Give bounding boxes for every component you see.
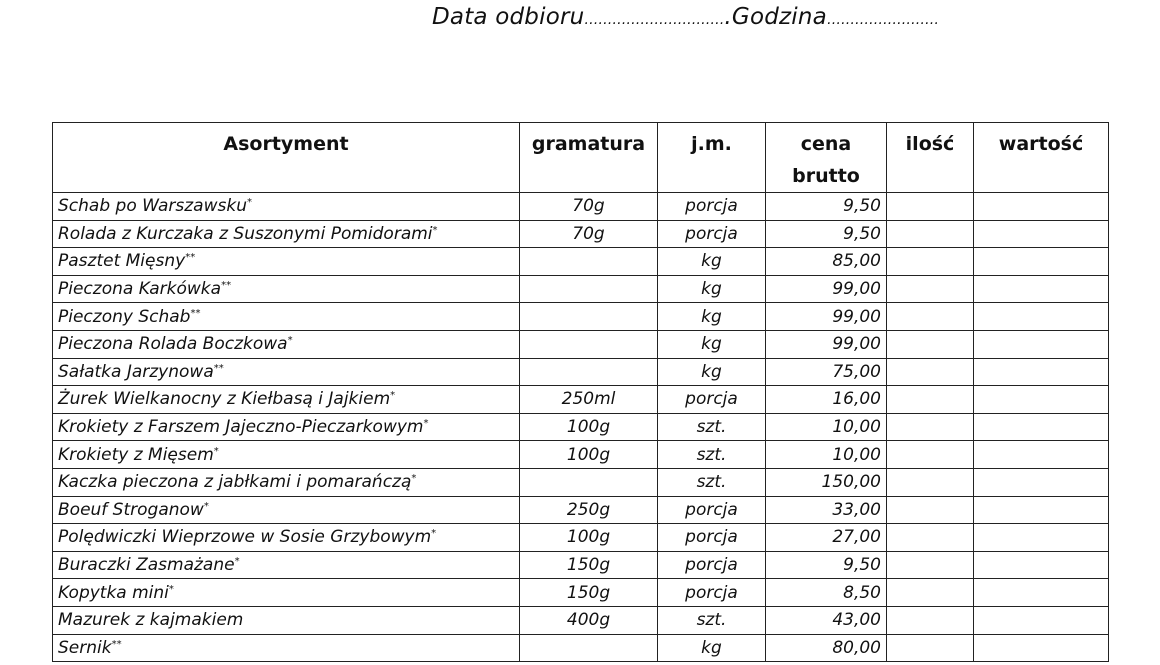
item-quantity-input[interactable] [887,248,974,276]
item-price: 16,00 [766,386,887,414]
item-name: Krokiety z Farszem Jajeczno-Pieczarkowym [58,417,424,438]
table-row [53,248,1109,276]
column-header-unit: j.m. [658,123,766,193]
item-unit: porcja [658,524,766,552]
item-weight: 250g [520,496,658,524]
item-footnote-mark: ** [221,280,232,292]
item-quantity-input[interactable] [887,358,974,386]
item-name-cell [53,248,520,276]
item-name: Żurek Wielkanocny z Kiełbasą i Jajkiem [58,389,391,410]
item-name-cell [53,441,520,469]
item-price: 99,00 [766,303,887,331]
item-quantity-input[interactable] [887,220,974,248]
item-value-input[interactable] [974,579,1109,607]
item-name-cell [53,496,520,524]
item-footnote-mark: * [168,583,174,595]
item-footnote-mark: * [431,528,437,540]
item-unit: szt. [658,468,766,496]
column-header-price [766,123,887,193]
table-row [53,303,1109,331]
item-footnote-mark: * [246,197,252,209]
table-row [53,634,1109,662]
table-row [53,220,1109,248]
item-weight: 70g [520,220,658,248]
item-unit: porcja [658,579,766,607]
table-row [53,468,1109,496]
column-header-quantity: ilość [887,123,974,193]
item-quantity-input[interactable] [887,524,974,552]
item-quantity-input[interactable] [887,634,974,662]
item-weight: 100g [520,524,658,552]
item-footnote-mark: * [390,390,396,402]
table-row [53,551,1109,579]
item-weight [520,468,658,496]
item-weight [520,303,658,331]
item-unit: kg [658,248,766,276]
item-name-cell [53,413,520,441]
item-price: 80,00 [766,634,887,662]
item-footnote-mark: * [213,445,219,457]
item-price: 8,50 [766,579,887,607]
pickup-date-field[interactable]: ………………………… [584,12,725,28]
item-value-input[interactable] [974,303,1109,331]
item-footnote-mark: * [411,473,417,485]
item-price: 150,00 [766,468,887,496]
item-unit: szt. [658,413,766,441]
pickup-time-label: Godzina [731,4,827,30]
item-weight: 250ml [520,386,658,414]
item-weight [520,358,658,386]
item-quantity-input[interactable] [887,551,974,579]
table-row [53,579,1109,607]
pickup-time-field[interactable]: …………………… [826,12,939,28]
item-quantity-input[interactable] [887,330,974,358]
item-name-cell [53,275,520,303]
item-name: Buraczki Zasmażane [58,555,235,576]
item-unit: kg [658,330,766,358]
item-quantity-input[interactable] [887,193,974,221]
item-price: 85,00 [766,248,887,276]
item-name-cell [53,551,520,579]
item-value-input[interactable] [974,551,1109,579]
item-weight [520,275,658,303]
item-quantity-input[interactable] [887,441,974,469]
item-quantity-input[interactable] [887,413,974,441]
item-name: Sernik [58,637,112,658]
item-value-input[interactable] [974,248,1109,276]
table-row [53,413,1109,441]
item-value-input[interactable] [974,468,1109,496]
column-header-value: wartość [974,123,1109,193]
item-footnote-mark: ** [185,252,196,264]
item-name-cell [53,606,520,634]
column-header-weight: gramatura [520,123,658,193]
item-name: Sałatka Jarzynowa [58,361,214,382]
item-weight [520,330,658,358]
item-footnote-mark: * [287,335,293,347]
item-name: Kopytka mini [58,582,169,603]
item-value-input[interactable] [974,441,1109,469]
item-name-cell [53,358,520,386]
item-unit: porcja [658,386,766,414]
item-weight: 150g [520,579,658,607]
item-price: 33,00 [766,496,887,524]
item-name: Polędwiczki Wieprzowe w Sosie Grzybowym [58,527,432,548]
table-row [53,358,1109,386]
item-name: Schab po Warszawsku [58,196,247,217]
item-price: 10,00 [766,413,887,441]
item-unit: porcja [658,551,766,579]
table-row [53,330,1109,358]
item-footnote-mark: ** [190,307,201,319]
item-value-input[interactable] [974,275,1109,303]
item-quantity-input[interactable] [887,606,974,634]
item-footnote-mark: * [203,500,209,512]
item-price: 27,00 [766,524,887,552]
item-name-cell [53,579,520,607]
item-weight: 400g [520,606,658,634]
item-name: Boeuf Stroganow [58,499,204,520]
item-value-input[interactable] [974,606,1109,634]
item-value-input[interactable] [974,386,1109,414]
table-row [53,386,1109,414]
item-name: Rolada z Kurczaka z Suszonymi Pomidorami [58,223,433,244]
item-name: Pasztet Mięsny [58,251,186,272]
item-name: Pieczona Karkówka [58,279,222,300]
item-name: Mazurek z kajmakiem [58,610,244,631]
item-price: 99,00 [766,275,887,303]
item-value-input[interactable] [974,634,1109,662]
item-unit: porcja [658,193,766,221]
item-footnote-mark: ** [111,638,122,650]
item-price: 99,00 [766,330,887,358]
item-quantity-input[interactable] [887,579,974,607]
item-footnote-mark: * [432,224,438,236]
item-weight: 150g [520,551,658,579]
item-name-cell [53,468,520,496]
item-unit: kg [658,303,766,331]
item-quantity-input[interactable] [887,468,974,496]
column-header-price-line1: cena [800,133,852,155]
item-value-input[interactable] [974,330,1109,358]
item-unit: porcja [658,496,766,524]
order-table [52,122,1109,662]
item-value-input[interactable] [974,413,1109,441]
item-weight [520,634,658,662]
item-name-cell [53,386,520,414]
item-unit: szt. [658,441,766,469]
item-weight: 70g [520,193,658,221]
item-weight [520,248,658,276]
table-row [53,193,1109,221]
item-quantity-input[interactable] [887,386,974,414]
item-name-cell [53,524,520,552]
item-name-cell [53,193,520,221]
item-value-input[interactable] [974,358,1109,386]
item-name: Pieczony Schab [58,306,191,327]
item-quantity-input[interactable] [887,496,974,524]
item-quantity-input[interactable] [887,303,974,331]
item-name-cell [53,303,520,331]
item-value-input[interactable] [974,193,1109,221]
item-weight: 100g [520,441,658,469]
item-weight: 100g [520,413,658,441]
pickup-date-time-line: Data odbioru………………………….Godzina…………………… [432,4,939,30]
item-name-cell [53,330,520,358]
item-quantity-input[interactable] [887,275,974,303]
item-name: Krokiety z Mięsem [58,444,214,465]
item-price: 43,00 [766,606,887,634]
item-value-input[interactable] [974,220,1109,248]
item-value-input[interactable] [974,524,1109,552]
item-name: Kaczka pieczona z jabłkami i pomarańczą [58,472,412,493]
table-row [53,606,1109,634]
item-footnote-mark: * [423,418,429,430]
table-row [53,524,1109,552]
item-name: Pieczona Rolada Boczkowa [58,334,288,355]
item-footnote-mark: ** [213,362,224,374]
column-header-item: Asortyment [53,123,520,193]
item-footnote-mark: * [234,556,240,568]
table-row [53,441,1109,469]
item-unit: kg [658,634,766,662]
item-price: 9,50 [766,551,887,579]
table-row [53,496,1109,524]
item-unit: szt. [658,606,766,634]
item-price: 9,50 [766,220,887,248]
column-header-price-line2: brutto [792,165,860,187]
table-row [53,275,1109,303]
item-name-cell [53,634,520,662]
item-unit: kg [658,358,766,386]
item-value-input[interactable] [974,496,1109,524]
item-price: 9,50 [766,193,887,221]
item-price: 10,00 [766,441,887,469]
table-header-row [53,123,1109,193]
pickup-date-label: Data odbioru [432,4,585,30]
item-unit: porcja [658,220,766,248]
item-name-cell [53,220,520,248]
item-price: 75,00 [766,358,887,386]
table-body [53,193,1109,662]
item-unit: kg [658,275,766,303]
